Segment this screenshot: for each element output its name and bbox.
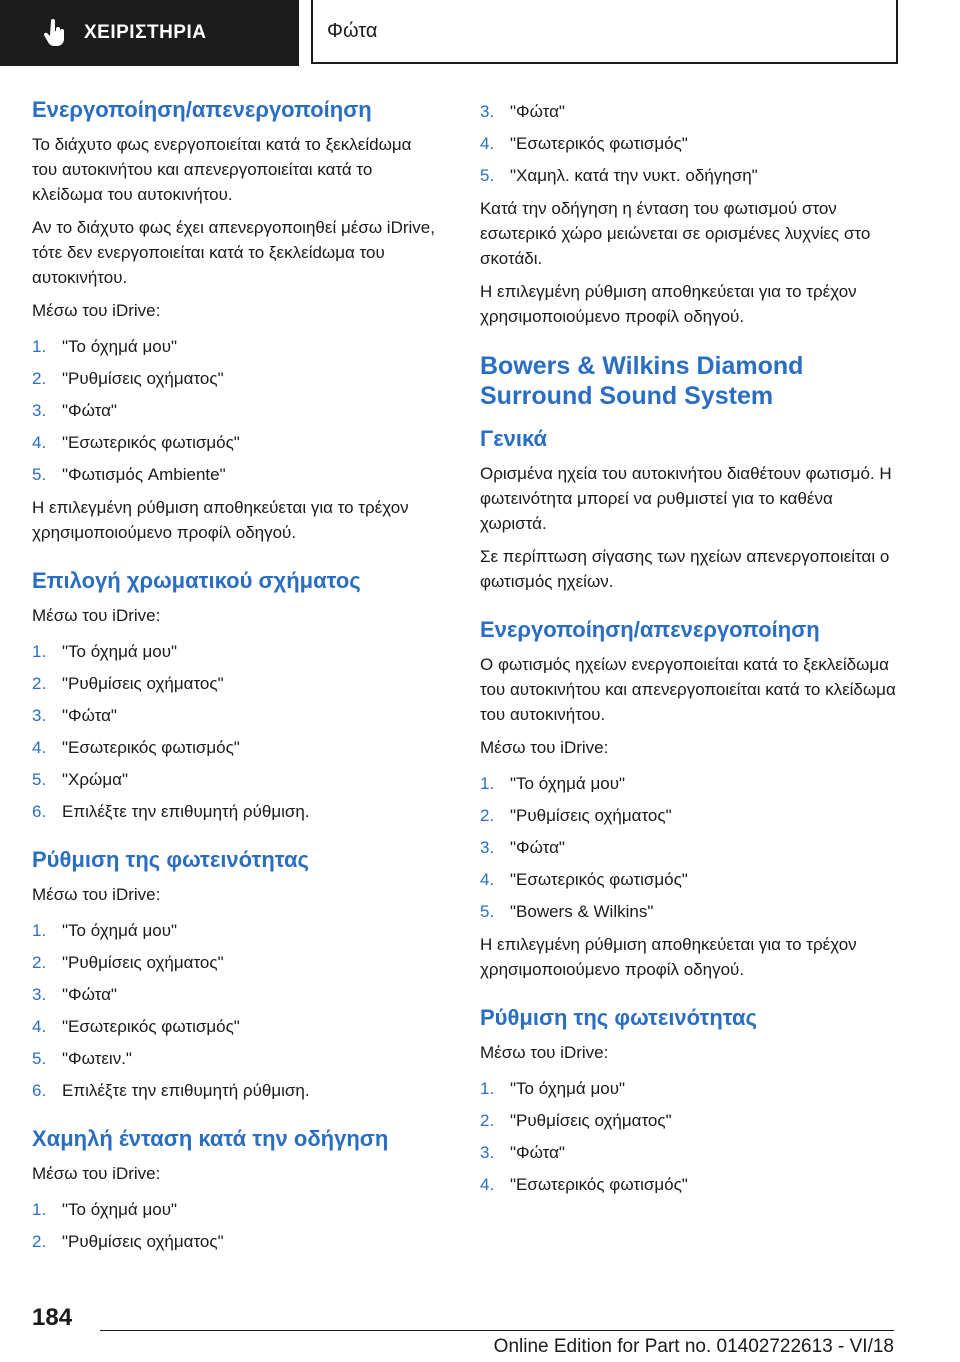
step-number: 3. (32, 985, 47, 1004)
list-item (32, 979, 440, 1011)
list-item (480, 1169, 900, 1201)
step-text: "Ρυθμίσεις οχήματος" (62, 369, 224, 388)
list-item (32, 915, 440, 947)
paragraph: Ο φωτισμός ηχείων ενεργοποιείται κατά το ξεκλείδωμα του αυτοκινήτου και απενεργοποιείται κατά το κλείδωμα του αυτοκινήτου. (480, 655, 896, 724)
heading-speaker-activation: Ενεργοποίηση/απενεργοποίηση (480, 617, 820, 642)
step-number: 4. (32, 1017, 47, 1036)
step-text: "Φώτα" (62, 401, 117, 420)
via-idrive-label: Μέσω του iDrive: (32, 1164, 161, 1183)
step-number: 2. (32, 674, 47, 693)
list-item (32, 459, 440, 491)
step-text: "Το όχημά μου" (62, 337, 178, 356)
step-text: "Εσωτερικός φωτισμός" (510, 870, 688, 889)
step-number: 5. (480, 166, 495, 185)
page-footer (0, 1296, 960, 1362)
step-list (32, 915, 440, 1107)
step-text: "Ρυθμίσεις οχήματος" (62, 674, 224, 693)
list-item (32, 1194, 440, 1226)
list-item (480, 160, 900, 192)
paragraph: Σε περίπτωση σίγασης των ηχείων απενεργοποιείται ο φωτισμός ηχείων. (480, 547, 890, 591)
via-idrive-label: Μέσω του iDrive: (32, 301, 161, 320)
step-text: "Φώτα" (62, 985, 117, 1004)
via-idrive-label: Μέσω του iDrive: (32, 606, 161, 625)
paragraph: Η επιλεγμένη ρύθμιση αποθηκεύεται για το τρέχον χρησιμοποιούμενο προφίλ οδηγού. (480, 935, 857, 979)
paragraph: Η επιλεγμένη ρύθμιση αποθηκεύεται για το τρέχον χρησιμοποιούμενο προφίλ οδηγού. (480, 282, 857, 326)
heading-activation: Ενεργοποίηση/απενεργοποίηση (32, 97, 372, 122)
step-text: "Το όχημά μου" (62, 642, 178, 661)
step-text: "Εσωτερικός φωτισμός" (62, 433, 240, 452)
step-number: 2. (480, 806, 495, 825)
paragraph: Αν το διάχυτο φως έχει απενεργοποιηθεί μέσω iDrive, τότε δεν ενεργοποιείται κατά το ξεκλείdωμα του αυτοκινήτου. (32, 218, 435, 287)
list-item (32, 395, 440, 427)
heading-color-scheme: Επιλογή χρωματικού σχήματος (32, 568, 361, 593)
edition-note: Online Edition for Part no. 01402722613 - VI/18 (493, 1336, 894, 1357)
list-item (32, 732, 440, 764)
step-list (480, 768, 900, 928)
step-text: "Το όχημά μου" (510, 774, 626, 793)
via-idrive-label: Μέσω του iDrive: (32, 885, 161, 904)
via-idrive-label: Μέσω του iDrive: (480, 1043, 609, 1062)
step-number: 6. (32, 1081, 47, 1100)
step-text: "Εσωτερικός φωτισμός" (62, 1017, 240, 1036)
page-header (0, 0, 960, 66)
hand-pointer-icon (42, 18, 68, 48)
list-item (480, 896, 900, 928)
step-text: "Ρυθμίσεις οχήματος" (62, 953, 224, 972)
step-list (32, 331, 440, 491)
step-text: "Bowers & Wilkins" (510, 902, 654, 921)
step-number: 5. (32, 770, 47, 789)
step-number: 5. (32, 465, 47, 484)
step-text: "Φώτα" (510, 1143, 565, 1162)
list-item (480, 1137, 900, 1169)
paragraph: Η επιλεγμένη ρύθμιση αποθηκεύεται για το τρέχον χρησιμοποιούμενο προφίλ οδηγού. (32, 498, 409, 542)
step-text: "Το όχημά μου" (62, 1200, 178, 1219)
section-tab (311, 0, 898, 64)
via-idrive-label: Μέσω του iDrive: (480, 738, 609, 757)
step-list (32, 636, 440, 828)
list-item (32, 1226, 440, 1258)
step-number: 1. (32, 337, 47, 356)
chapter-tab[interactable] (0, 0, 299, 66)
step-number: 3. (480, 102, 495, 121)
list-item (32, 796, 440, 828)
list-item (32, 427, 440, 459)
left-column (32, 96, 440, 1262)
step-text: "Εσωτερικός φωτισμός" (62, 738, 240, 757)
heading-night-dimming: Χαμηλή ένταση κατά την οδήγηση (32, 1126, 389, 1151)
list-item (480, 832, 900, 864)
step-list (480, 96, 900, 192)
step-list (480, 1073, 900, 1201)
step-text: "Χρώμα" (62, 770, 128, 789)
list-item (480, 864, 900, 896)
list-item (32, 764, 440, 796)
step-number: 3. (32, 401, 47, 420)
step-list (32, 1194, 440, 1258)
list-item (32, 947, 440, 979)
heading-bowers-wilkins: Bowers & Wilkins Diamond Surround Sound System (480, 352, 804, 410)
list-item (480, 96, 900, 128)
paragraph: Κατά την οδήγηση η ένταση του φωτισμού στον εσωτερικό χώρο μειώνεται σε ορισμένες λυχνίες στο σκοτάδι. (480, 199, 871, 268)
list-item (32, 700, 440, 732)
list-item (32, 636, 440, 668)
step-text: "Εσωτερικός φωτισμός" (510, 134, 688, 153)
right-column (480, 96, 900, 1205)
step-text: "Εσωτερικός φωτισμός" (510, 1175, 688, 1194)
heading-speaker-brightness: Ρύθμιση της φωτεινότητας (480, 1005, 757, 1030)
step-text: "Το όχημά μου" (510, 1079, 626, 1098)
list-item (480, 1073, 900, 1105)
list-item (480, 800, 900, 832)
step-text: Επιλέξτε την επιθυμητή ρύθμιση. (62, 1081, 310, 1100)
step-text: Επιλέξτε την επιθυμητή ρύθμιση. (62, 802, 310, 821)
list-item (32, 363, 440, 395)
step-text: "Φωτισμός Ambiente" (62, 465, 226, 484)
heading-brightness: Ρύθμιση της φωτεινότητας (32, 847, 309, 872)
step-number: 5. (32, 1049, 47, 1068)
page-number: 184 (32, 1304, 73, 1331)
paragraph: Το διάχυτο φως ενεργοποιείται κατά το ξεκλείdωμα του αυτοκινήτου και απενεργοποιείται κατά το κλείδωμα του αυτοκινήτου. (32, 135, 412, 204)
step-number: 1. (32, 921, 47, 940)
step-number: 4. (480, 1175, 495, 1194)
chapter-title: ΧΕΙΡΙΣΤΗΡΙΑ (84, 22, 207, 43)
step-number: 3. (32, 706, 47, 725)
step-number: 1. (480, 774, 495, 793)
step-text: "Το όχημά μου" (62, 921, 178, 940)
step-number: 4. (480, 870, 495, 889)
step-text: "Ρυθμίσεις οχήματος" (510, 1111, 672, 1130)
list-item (32, 668, 440, 700)
step-text: "Φωτειν." (62, 1049, 132, 1068)
list-item (32, 1075, 440, 1107)
list-item (480, 768, 900, 800)
step-text: "Ρυθμίσεις οχήματος" (62, 1232, 224, 1251)
step-number: 3. (480, 838, 495, 857)
step-text: "Ρυθμίσεις οχήματος" (510, 806, 672, 825)
step-number: 4. (32, 738, 47, 757)
paragraph: Ορισμένα ηχεία του αυτοκινήτου διαθέτουν φωτισμό. Η φωτεινότητα μπορεί να ρυθμιστεί για το καθένα χωριστά. (480, 464, 892, 533)
footer-divider (100, 1330, 894, 1331)
step-text: "Χαμηλ. κατά την νυκτ. οδήγηση" (510, 166, 758, 185)
step-number: 1. (32, 1200, 47, 1219)
step-number: 2. (32, 369, 47, 388)
step-number: 6. (32, 802, 47, 821)
step-number: 5. (480, 902, 495, 921)
step-number: 4. (480, 134, 495, 153)
step-text: "Φώτα" (510, 838, 565, 857)
step-number: 1. (480, 1079, 495, 1098)
step-number: 2. (32, 1232, 47, 1251)
step-number: 4. (32, 433, 47, 452)
step-number: 3. (480, 1143, 495, 1162)
step-text: "Φώτα" (62, 706, 117, 725)
step-text: "Φώτα" (510, 102, 565, 121)
list-item (32, 331, 440, 363)
step-number: 2. (32, 953, 47, 972)
step-number: 1. (32, 642, 47, 661)
section-title: Φώτα (327, 19, 378, 42)
list-item (480, 1105, 900, 1137)
list-item (32, 1043, 440, 1075)
list-item (32, 1011, 440, 1043)
list-item (480, 128, 900, 160)
step-number: 2. (480, 1111, 495, 1130)
heading-general: Γενικά (480, 426, 548, 451)
